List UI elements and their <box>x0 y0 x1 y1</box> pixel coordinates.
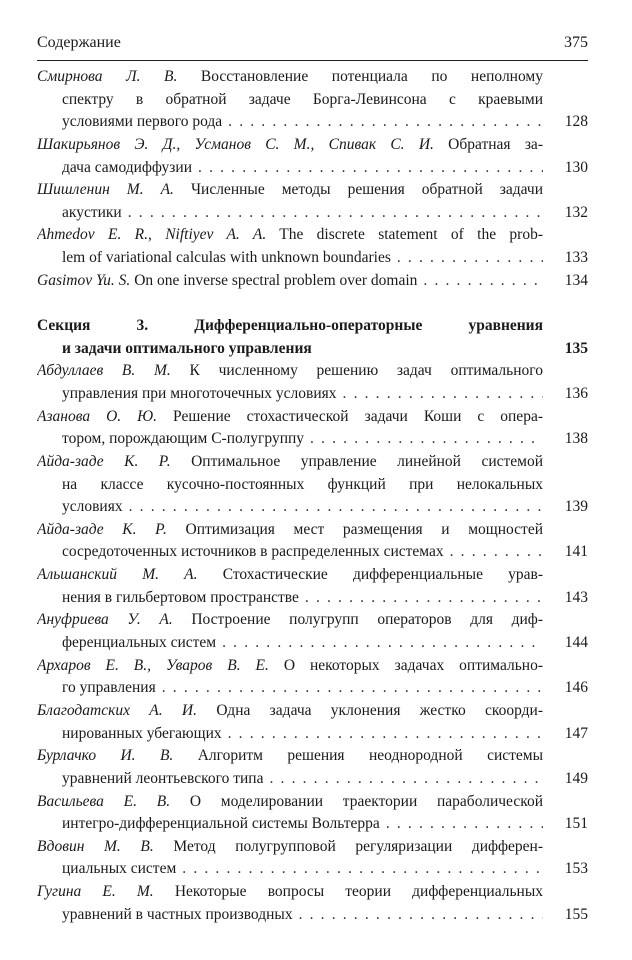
entry-text-body <box>37 838 543 855</box>
entry-title-part: О моделировании траектории параболической <box>170 792 543 810</box>
entry-page-number: 139 <box>564 498 588 516</box>
dot-leader <box>293 904 543 927</box>
dot-leader <box>263 768 543 791</box>
entry-line <box>37 134 588 157</box>
entry-line <box>37 587 588 610</box>
entry-title-part: условиями первого рода <box>62 113 223 131</box>
toc-entry <box>37 791 588 836</box>
entry-text <box>62 89 543 112</box>
toc-entry <box>37 745 588 790</box>
entry-text <box>62 157 543 180</box>
toc-entry <box>37 406 588 451</box>
entry-page-number: 130 <box>564 158 588 176</box>
entry-text-body <box>62 587 299 610</box>
entry-title-part: нированных убегающих <box>62 724 222 742</box>
dot-leader <box>123 496 543 519</box>
dot-leader <box>444 541 543 564</box>
entry-title-part: тором, порождающим C-полугруппу <box>62 430 305 448</box>
entry-title-part: акустики <box>62 203 122 221</box>
dot-leader <box>122 202 543 225</box>
toc-entry <box>37 270 588 293</box>
entry-text-body <box>37 793 543 810</box>
entry-title-part: управления при многоточечных условиях <box>62 384 337 402</box>
entry-text-body <box>37 270 417 293</box>
dot-leader <box>222 723 543 746</box>
entry-text-body <box>37 453 543 470</box>
entry-text-body <box>62 768 263 791</box>
toc-entry <box>37 66 588 134</box>
header-page-number: 375 <box>564 34 588 51</box>
entry-author: Айда-заде К. Р. <box>37 452 171 470</box>
entry-line <box>37 157 588 180</box>
entry-text-body <box>62 723 222 746</box>
entry-title-part: Восстановление потенциала по неполному <box>177 68 543 85</box>
entry-title-part: Стохастические дифференциальные урав- <box>197 566 543 584</box>
entry-line <box>37 723 588 746</box>
entry-page-number: 128 <box>564 113 588 131</box>
entry-author: Архаров Е. В., Уваров В. Е. <box>37 656 269 674</box>
dot-leader <box>304 428 543 451</box>
entry-page-number: 151 <box>564 815 588 833</box>
entry-text-body <box>37 611 543 628</box>
section-text: Секция 3. Дифференциально-операторные уравнения <box>37 317 543 335</box>
entry-text <box>37 836 543 859</box>
entry-line <box>37 881 588 904</box>
entry-text <box>37 224 543 247</box>
entry-line <box>37 474 588 497</box>
entry-line <box>37 224 588 247</box>
entry-text-body <box>37 521 543 538</box>
entry-text <box>37 360 543 383</box>
entry-page-number: 144 <box>564 634 588 652</box>
entry-line <box>37 813 588 836</box>
entry-title-part: Построение полугрупп операторов для диф- <box>172 611 543 629</box>
entry-text <box>37 745 543 768</box>
entry-title-part: Обратная за- <box>433 135 543 153</box>
entry-title-part: дача самодиффузии <box>62 158 193 176</box>
entry-text-body <box>37 181 543 198</box>
entry-text <box>62 383 543 406</box>
entry-author: Ahmedov E. R., Niftiyev A. A. <box>37 226 267 244</box>
entry-title-part: Оптимальное управление линейной системой <box>170 452 543 470</box>
entry-line <box>37 89 588 112</box>
entry-title-part: спектру в обратной задаче Борга-Левинсона с краевыми <box>62 90 543 108</box>
entry-page-number: 146 <box>564 679 588 697</box>
entry-line <box>37 383 588 406</box>
section-text: и задачи оптимального управления <box>62 339 312 357</box>
entry-text <box>37 179 543 202</box>
entry-text <box>37 134 543 157</box>
toc-entry <box>37 360 588 405</box>
entry-text-body <box>62 813 380 836</box>
entry-text-body <box>62 157 192 180</box>
entry-title-part: Алгоритм решения неоднородной системы <box>173 747 543 765</box>
entry-text-body <box>62 632 216 655</box>
entry-text <box>37 66 543 89</box>
entry-author: Васильева Е. В. <box>37 792 171 810</box>
dot-leader <box>216 632 543 655</box>
entry-author: Gasimov Yu. S. <box>37 271 131 289</box>
entry-page-number: 141 <box>564 543 588 561</box>
entry-line <box>37 496 588 519</box>
entry-page-number: 132 <box>564 203 588 221</box>
entry-title-part: lem of variational calculas with unknown boundaries <box>62 249 391 267</box>
entry-text-body <box>37 747 543 764</box>
toc-entry <box>37 134 588 179</box>
entry-text <box>37 609 543 632</box>
entry-author: Абдуллаев В. М. <box>37 362 171 380</box>
entry-text-body <box>62 476 543 493</box>
header-rule <box>37 60 588 61</box>
spacer <box>37 292 588 315</box>
entry-title-part: на классе кусочно-постоянных функций при нелокальных <box>62 475 543 493</box>
entry-text <box>62 202 543 225</box>
entry-text <box>62 813 543 836</box>
entry-text <box>62 858 543 881</box>
dot-leader <box>222 111 543 134</box>
dot-leader <box>176 858 543 881</box>
entry-text-body <box>62 496 123 519</box>
entry-line <box>37 904 588 927</box>
entry-page-number: 147 <box>564 724 588 742</box>
entry-author: Гугина Е. М. <box>37 883 154 901</box>
entry-title-part: Решение стохастической задачи Коши с опера- <box>157 407 543 425</box>
entry-line <box>37 428 588 451</box>
entry-line <box>37 836 588 859</box>
entry-title-part: нения в гильбертовом пространстве <box>62 588 299 606</box>
entry-text-body <box>62 91 543 108</box>
entry-title-part: условиях <box>62 498 123 516</box>
entry-line <box>37 179 588 202</box>
entry-title-part: On one inverse spectral problem over domain <box>130 271 418 289</box>
entry-text-body <box>37 226 543 243</box>
entry-text-body <box>37 657 543 674</box>
entry-line <box>37 270 588 293</box>
entry-line <box>37 111 588 134</box>
dot-leader <box>380 813 543 836</box>
entry-text <box>37 791 543 814</box>
entry-text-body <box>62 428 304 451</box>
toc-entry <box>37 836 588 881</box>
entry-text <box>37 700 543 723</box>
entry-text-body <box>62 541 444 564</box>
entry-title-part: К численному решению задач оптимального <box>170 362 543 380</box>
dot-leader <box>417 270 543 293</box>
entry-line <box>37 745 588 768</box>
entry-text-body <box>37 136 543 153</box>
entry-line <box>37 519 588 542</box>
entry-author: Айда-заде К. Р. <box>37 520 167 538</box>
entry-title-part: Метод полугрупповой регуляризации дифферен- <box>153 837 543 855</box>
entry-author: Вдовин М. В. <box>37 837 154 855</box>
entry-line <box>37 541 588 564</box>
entry-line <box>37 451 588 474</box>
entry-author: Ануфриева У. А. <box>37 611 173 629</box>
entry-text <box>37 564 543 587</box>
dot-leader <box>391 247 543 270</box>
toc-entry <box>37 224 588 269</box>
entry-author: Азанова О. Ю. <box>37 407 158 425</box>
entry-title-part: сосредоточенных источников в распределенных системах <box>62 543 444 561</box>
toc-entry <box>37 881 588 926</box>
dot-leader <box>156 677 543 700</box>
entry-text-body <box>37 883 543 900</box>
entry-line <box>37 677 588 700</box>
entry-page-number: 149 <box>564 769 588 787</box>
entry-title-part: О некоторых задачах оптимально- <box>268 656 543 674</box>
entry-text-body <box>62 858 176 881</box>
entry-text <box>62 632 543 655</box>
toc-entry <box>37 451 588 519</box>
entry-title-part: уравнений в частных производных <box>62 905 293 923</box>
entry-page-number: 153 <box>564 860 588 878</box>
entry-line <box>37 858 588 881</box>
entry-line <box>37 202 588 225</box>
entry-title-part: Некоторые вопросы теории дифференциальных <box>153 883 543 901</box>
header-title: Содержание <box>37 34 121 51</box>
entry-author: Бурлачко И. В. <box>37 747 174 765</box>
section-heading <box>37 315 588 360</box>
entry-author: Смирнова Л. В. <box>37 68 178 85</box>
entry-line <box>37 406 588 429</box>
entry-text-body <box>62 904 293 927</box>
entry-text <box>62 768 543 791</box>
entry-text <box>62 677 543 700</box>
dot-leader <box>299 587 543 610</box>
entry-text-body <box>37 362 543 379</box>
entry-text <box>62 474 543 497</box>
entry-text-body <box>37 68 543 85</box>
entry-title-part: го управления <box>62 679 156 697</box>
entry-text <box>62 428 543 451</box>
entry-text-body <box>37 566 543 583</box>
running-header <box>37 31 588 55</box>
toc-entry <box>37 655 588 700</box>
dot-leader <box>192 157 543 180</box>
entry-text-body <box>62 202 122 225</box>
entry-line <box>37 768 588 791</box>
entry-title-part: циальных систем <box>62 860 177 878</box>
entry-author: Благодатских А. И. <box>37 701 198 719</box>
section-page-number: 135 <box>564 339 588 357</box>
entry-title-part: ференциальных систем <box>62 634 217 652</box>
entry-text <box>37 406 543 429</box>
entry-title-part: Численные методы решения обратной задачи <box>173 181 543 199</box>
section-line <box>37 338 588 361</box>
entry-text <box>62 587 543 610</box>
entry-line <box>37 247 588 270</box>
entry-text-body <box>62 247 391 270</box>
entry-line <box>37 609 588 632</box>
entry-text-body <box>62 383 337 406</box>
entry-text-body <box>62 111 222 134</box>
entry-line <box>37 655 588 678</box>
entry-page-number: 133 <box>564 249 588 267</box>
entry-text <box>62 904 543 927</box>
toc-entry <box>37 700 588 745</box>
entry-line <box>37 791 588 814</box>
entry-text-body <box>37 408 543 425</box>
entry-title-part: интегро-дифференциальной системы Вольтерра <box>62 815 380 833</box>
entry-text-body <box>62 677 156 700</box>
entry-text <box>37 881 543 904</box>
entry-page-number: 138 <box>564 430 588 448</box>
entry-line <box>37 632 588 655</box>
entry-page-number: 134 <box>564 271 588 289</box>
entry-page-number: 136 <box>564 384 588 402</box>
entry-line <box>37 564 588 587</box>
toc-entry <box>37 179 588 224</box>
entry-line <box>37 360 588 383</box>
entry-text <box>37 451 543 474</box>
entry-line <box>37 700 588 723</box>
table-of-contents <box>37 66 588 926</box>
entry-text-body <box>37 702 543 719</box>
entry-text <box>37 655 543 678</box>
entry-author: Альшанский М. А. <box>37 566 198 584</box>
entry-title-part: Оптимизация мест размещения и мощностей <box>166 520 543 538</box>
entry-text <box>37 270 543 293</box>
entry-title-part: уравнений леонтьевского типа <box>62 769 264 787</box>
toc-entry <box>37 519 588 564</box>
section-line <box>37 315 588 338</box>
entry-line <box>37 66 588 89</box>
entry-page-number: 143 <box>564 588 588 606</box>
entry-title-part: The discrete statement of the prob- <box>266 226 543 244</box>
toc-entry <box>37 609 588 654</box>
entry-text <box>62 541 543 564</box>
entry-text <box>37 519 543 542</box>
entry-title-part: Одна задача уклонения жестко скоорди- <box>197 701 543 719</box>
toc-entry <box>37 564 588 609</box>
entry-text <box>62 247 543 270</box>
entry-text <box>62 111 543 134</box>
entry-author: Шакирьянов Э. Д., Усманов С. М., Спивак С. И. <box>37 135 434 153</box>
dot-leader <box>337 383 543 406</box>
entry-text <box>62 496 543 519</box>
entry-author: Шишленин М. А. <box>37 181 174 199</box>
entry-text <box>62 723 543 746</box>
entry-page-number: 155 <box>564 905 588 923</box>
